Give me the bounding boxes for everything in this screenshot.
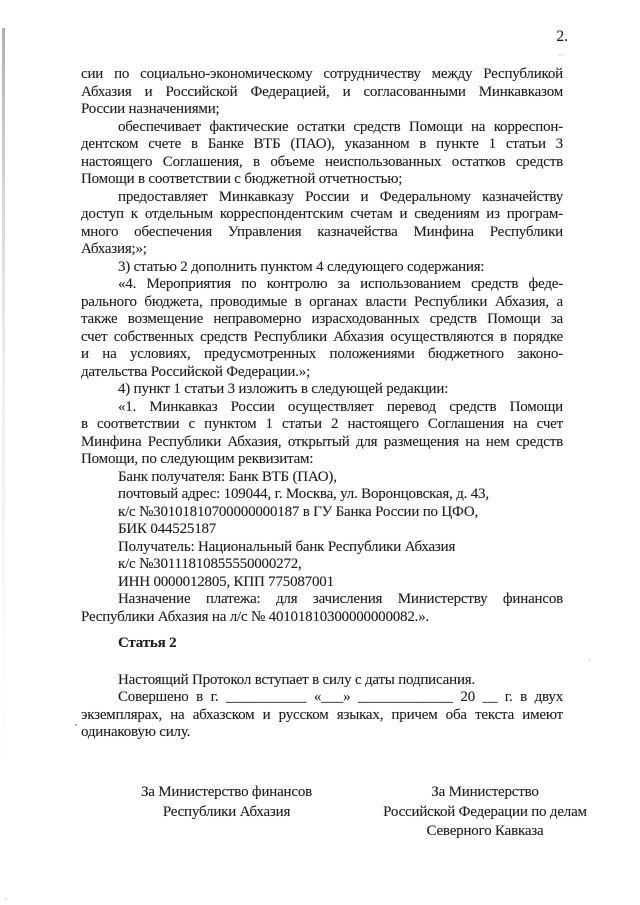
article-heading xyxy=(81,635,563,653)
paragraph xyxy=(81,469,563,487)
paragraph xyxy=(81,381,563,399)
scan-speck xyxy=(139,727,141,729)
text-line: Банк получателя: Банк ВТБ (ПАО), xyxy=(118,468,337,485)
paragraph xyxy=(81,574,563,592)
text-line: «4. Мероприятия по контролю за использованием средств феде- xyxy=(118,276,563,292)
paragraph xyxy=(81,689,563,742)
scan-speck xyxy=(588,658,592,661)
text-line: За Министерство xyxy=(431,784,539,800)
text-line: России назначениями; xyxy=(81,101,220,117)
signature-left xyxy=(133,783,320,842)
text-line: настоящего Соглашения, в объеме неиспользованных остатков средств xyxy=(81,153,563,170)
text-line: Минфина Республики Абхазия, открытый для размещения на нем средств xyxy=(81,433,563,450)
text-line: сии по социально-экономическому сотрудничеству между Республикой xyxy=(81,66,563,82)
text-line: предоставляет Минкавказу России и Федеральному казначейству xyxy=(118,188,563,205)
signature-right xyxy=(375,783,595,842)
paragraph xyxy=(81,276,563,381)
text-line: Российской Федерации по делам xyxy=(383,803,587,820)
paragraph xyxy=(81,672,563,690)
page-number: 2. xyxy=(556,28,568,45)
text-line: Статья 2 xyxy=(118,635,177,651)
text-line: ИНН 0000012805, КПП 775087001 xyxy=(118,573,334,590)
text-line: 3) статью 2 дополнить пунктом 4 следующего содержания: xyxy=(118,258,485,275)
text-line: За Министерство финансов xyxy=(140,784,313,800)
paragraph xyxy=(81,591,563,626)
paragraph xyxy=(81,504,563,522)
document-body xyxy=(81,66,563,742)
text-line: также возмещение неправомерно израсходованных средств Помощи за xyxy=(81,311,563,327)
text-line: дентском счете в Банке ВТБ (ПАО), указанном в пункте 1 статьи 3 xyxy=(81,136,563,152)
text-line: дательства Российской Федерации.»; xyxy=(81,363,311,380)
text-line: «1. Минкавказ России осуществляет перевод средств Помощи xyxy=(118,398,563,415)
text-line: почтовый адрес: 109044, г. Москва, ул. Воронцовская, д. 43, xyxy=(118,486,489,502)
text-line: Республики Абхазия xyxy=(162,803,291,820)
paragraph xyxy=(81,399,563,469)
text-line: Совершено в г. ___________ «___» _____________ 20 __ г. в двух xyxy=(118,689,563,705)
paragraph xyxy=(81,539,563,557)
paragraph xyxy=(81,521,563,539)
text-line: Получатель: Национальный банк Республики Абхазия xyxy=(118,538,456,555)
text-line: Абхазия и Российской Федерацией, и согласованными Минкавказом xyxy=(81,83,563,100)
text-line: Помощи в соответствии с бюджетной отчетностью; xyxy=(81,171,403,187)
signature-section xyxy=(0,783,640,842)
text-line: счет собственных средств Республики Абхазия осуществляются в порядке xyxy=(81,328,563,345)
text-line: к/с №30101810700000000187 в ГУ Банка России по ЦФО, xyxy=(118,503,479,520)
text-line: и на условиях, предусмотренных положениями бюджетного законо- xyxy=(81,346,563,362)
paragraph xyxy=(81,119,563,189)
paragraph xyxy=(81,556,563,574)
text-line: БИК 044525187 xyxy=(118,521,217,537)
text-line: доступ к отдельным корреспондентским счетам и сведениям из програм- xyxy=(81,206,563,222)
text-line: рального бюджета, проводимые в органах власти Республики Абхазия, а xyxy=(81,293,563,310)
text-line: к/с №30111810855550000272, xyxy=(118,556,302,572)
text-line: в соответствии с пунктом 1 статьи 2 настоящего Соглашения на счет xyxy=(81,416,563,432)
scan-speck xyxy=(75,724,77,726)
paragraph xyxy=(81,259,563,277)
paragraph xyxy=(81,66,563,119)
scan-speck xyxy=(5,898,7,900)
scan-speck xyxy=(557,54,564,56)
text-line: Абхазия;»; xyxy=(81,241,147,257)
text-line: Республики Абхазия на л/с № 40101810300000000082.». xyxy=(81,608,430,625)
paragraph xyxy=(81,189,563,259)
text-line: экземплярах, на абхазском и русском языках, причем оба текста имеют xyxy=(81,706,563,723)
scan-edge-artifact xyxy=(2,28,5,768)
text-line: много обеспечения Управления казначейства Минфина Республики xyxy=(81,223,563,240)
text-line: Настоящий Протокол вступает в силу с даты подписания. xyxy=(118,671,476,688)
text-line: Северного Кавказа xyxy=(426,823,544,839)
paragraph xyxy=(81,486,563,504)
text-line: обеспечивает фактические остатки средств Помощи на корреспон- xyxy=(118,118,563,135)
text-line: Назначение платежа: для зачисления Министерству финансов xyxy=(118,591,563,607)
text-line: 4) пункт 1 статьи 3 изложить в следующей редакции: xyxy=(118,381,449,397)
text-line: Помощи, по следующим реквизитам: xyxy=(81,451,314,467)
text-line: одинаковую силу. xyxy=(81,724,191,740)
